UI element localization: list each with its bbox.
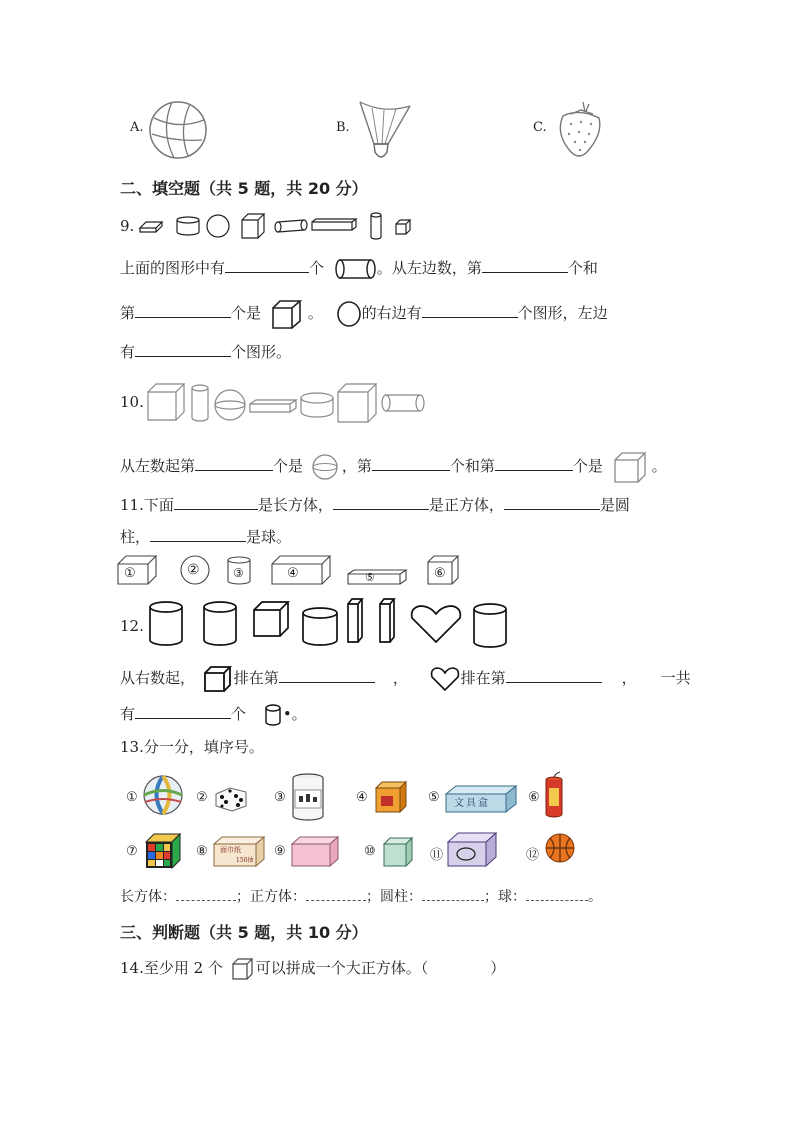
flat-cuboid-shape: [140, 222, 162, 232]
q13-row-1: [124, 772, 584, 824]
q11-blank-4[interactable]: [150, 525, 246, 542]
q10-shapes-row: [146, 378, 426, 426]
lying-cylinder-shape: [275, 220, 307, 232]
cylinder-shape-2: [204, 602, 236, 645]
shape-5-flat-cuboid: [348, 570, 406, 584]
firecracker-icon: [542, 772, 566, 820]
sphere-shape: [207, 215, 229, 237]
cylinder-icon: [263, 703, 283, 727]
sphere-icon: [336, 300, 362, 328]
q13-item-3: ③: [274, 790, 286, 805]
cylinder-shape-1: [150, 602, 182, 645]
shuttlecock-icon: [354, 96, 414, 162]
q9-blank-5[interactable]: [135, 340, 231, 357]
flat-cuboid-shape: [250, 400, 296, 412]
q13-item-2: ②: [196, 790, 208, 805]
small-cube-shape: [396, 220, 410, 234]
jar-icon: [290, 772, 326, 822]
q11-item-1: ①: [124, 566, 136, 581]
cylinder-shape: [177, 217, 199, 235]
q13-row-2: [124, 828, 584, 874]
q13-item-7: ⑦: [126, 844, 138, 859]
q13-item-11: ⑪: [430, 848, 444, 863]
q11-item-4: ④: [287, 566, 299, 581]
tissue-box-label: 面巾纸: [220, 846, 241, 854]
cube-shape: [148, 384, 184, 420]
cube-shape: [254, 602, 288, 636]
wide-cylinder-shape: [301, 393, 333, 417]
cube-icon: [230, 957, 254, 981]
q12-line-2: 有 个 •。: [120, 702, 307, 727]
choice-a-label: A.: [130, 120, 144, 135]
q12-number: 12.: [120, 617, 144, 635]
q12-shapes-row: [148, 598, 514, 650]
tall-cylinder-shape: [371, 213, 381, 239]
q13-blank-cuboid[interactable]: [176, 886, 236, 901]
cube-shape: [242, 214, 264, 238]
section-3-title: 三、判断题（共 5 题，共 10 分）: [120, 923, 368, 942]
basketball-icon: [146, 100, 210, 160]
orange-cube-box-icon: [374, 780, 408, 814]
q9-line-2: 第 个是 。 的右边有 个图形，左边: [120, 298, 608, 330]
tall-cuboid-shape-2: [380, 599, 394, 642]
cube-icon: [202, 665, 232, 693]
tissue-box-sublabel: 150抽: [236, 857, 254, 864]
shape-4-cuboid: [272, 556, 330, 584]
heart-icon: [429, 666, 461, 692]
cylinder-icon: [335, 256, 377, 282]
q11-blank-1[interactable]: [174, 493, 258, 510]
choice-c-label: C.: [533, 120, 547, 135]
q13-item-10: ⑩: [364, 844, 376, 859]
q13-blank-cube[interactable]: [306, 886, 366, 901]
q12-blank-3[interactable]: [135, 702, 231, 719]
q12-blank-1[interactable]: [279, 666, 375, 683]
q9-blank-3[interactable]: [135, 301, 231, 318]
section-2-title: 二、填空题（共 5 题，共 20 分）: [120, 179, 368, 198]
q11-item-2: ②: [187, 562, 200, 578]
cylinder-shape-3: [303, 608, 337, 645]
choice-b-label: B.: [336, 120, 350, 135]
q14-line: 14.至少用 2 个 可以拼成一个大正方体。（ ）: [120, 957, 505, 981]
q13-item-9: ⑨: [274, 844, 286, 859]
q13-item-12: ⑫: [526, 848, 540, 863]
q11-blank-3[interactable]: [504, 493, 600, 510]
tall-cuboid-shape-1: [348, 599, 362, 642]
green-cube-icon: [382, 836, 414, 868]
q11-item-6: ⑥: [434, 566, 446, 581]
big-cube-shape: [338, 384, 376, 422]
q13-blank-sphere[interactable]: [526, 886, 588, 901]
q9-line-3: 有 个图形。: [120, 340, 291, 363]
long-cuboid-shape: [312, 219, 356, 230]
q13-item-4: ④: [356, 790, 368, 805]
q12-blank-2[interactable]: [506, 666, 602, 683]
q13-item-1: ①: [126, 790, 138, 805]
q13-answer-line: 长方体： ；正方体： ；圆柱： ；球： 。: [120, 886, 602, 908]
cube-icon: [270, 298, 304, 330]
q9-number: 9.: [120, 217, 135, 235]
heart-shape: [412, 606, 461, 642]
q11-item-5: ⑤: [365, 571, 375, 584]
beach-ball-icon: [142, 774, 184, 816]
q9-blank-2[interactable]: [482, 256, 568, 273]
q13-blank-cylinder[interactable]: [422, 886, 484, 901]
pencil-box-label: 文具盒: [454, 798, 490, 809]
q12-line-1: 从右数起， 排在第 ， 排在第 ， 一共: [120, 665, 691, 693]
q9-line-1: 上面的图形中有 个 。从左边数，第 个和: [120, 256, 598, 282]
q9-shapes-row: [138, 210, 418, 242]
cylinder-shape-4: [474, 604, 506, 647]
q10-blank-2[interactable]: [372, 454, 450, 471]
q11-line-2: 柱， 是球。: [120, 525, 291, 548]
tall-cylinder-shape: [192, 385, 208, 421]
q10-blank-1[interactable]: [195, 454, 273, 471]
q11-blank-2[interactable]: [333, 493, 429, 510]
sphere-icon: [310, 452, 340, 482]
dice-icon: [214, 782, 248, 812]
q11-item-3: ③: [233, 566, 244, 580]
lying-cylinder-shape: [382, 395, 424, 411]
cube-icon: [612, 450, 648, 484]
strawberry-icon: [553, 100, 609, 160]
q13-title: 13.分一分，填序号。: [120, 738, 264, 756]
sphere-shape: [215, 390, 245, 420]
q10-number: 10.: [120, 393, 144, 411]
pink-box-icon: [290, 834, 340, 868]
rubiks-cube-icon: [144, 832, 182, 870]
q10-line: 从左数起第 个是 ，第 个和第 个是 。: [120, 450, 667, 484]
basketball-color-icon: [544, 832, 576, 864]
purple-box-icon: [446, 830, 498, 868]
q9-blank-1[interactable]: [225, 256, 309, 273]
q13-item-5: ⑤: [428, 790, 440, 805]
q13-item-6: ⑥: [528, 790, 540, 805]
q11-line-1: 11.下面 是长方体， 是正方体， 是圆: [120, 493, 630, 516]
q13-item-8: ⑧: [196, 844, 208, 859]
q10-blank-3[interactable]: [495, 454, 573, 471]
q9-blank-4[interactable]: [422, 301, 518, 318]
